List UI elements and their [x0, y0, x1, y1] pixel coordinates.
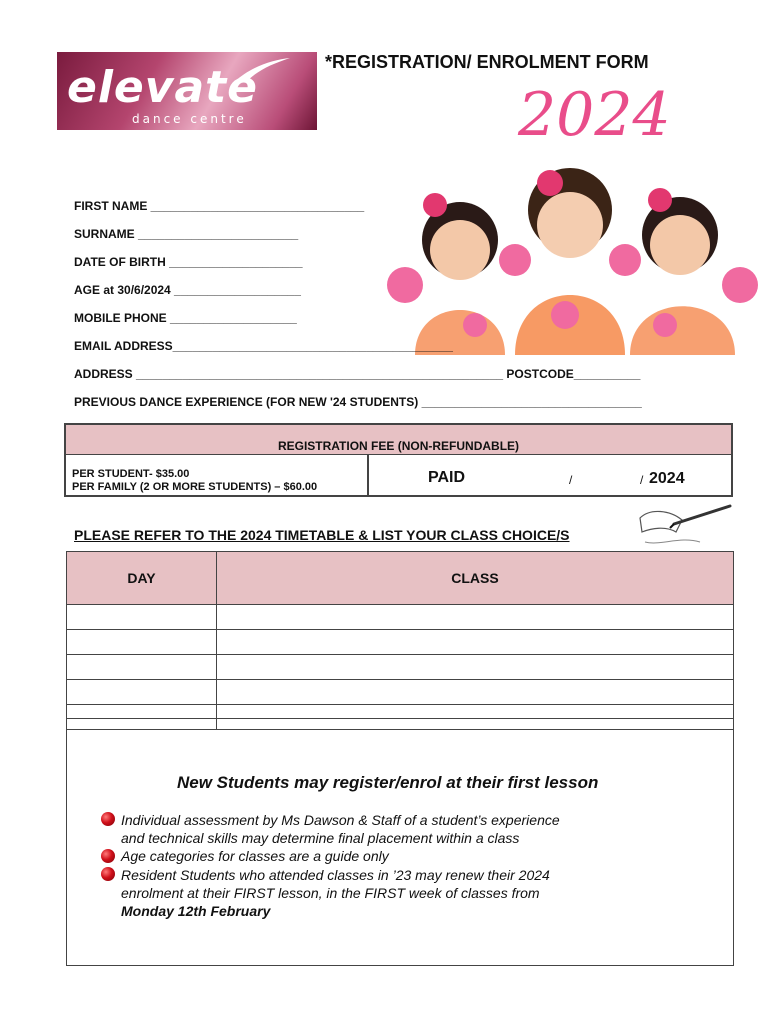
paid-year: 2024 — [649, 470, 685, 487]
class-cell[interactable] — [217, 655, 734, 680]
mobile-phone-field[interactable]: MOBILE PHONE ___________________ — [74, 311, 297, 325]
note-item — [121, 866, 550, 920]
day-cell[interactable] — [67, 680, 217, 705]
writing-hand-icon — [630, 498, 735, 550]
notes-box — [66, 718, 734, 966]
first-name-field[interactable]: FIRST NAME ________________________________ — [74, 199, 365, 213]
address-postcode-field[interactable]: ADDRESS _______________________________________________________ POSTCODE__________ — [74, 367, 641, 381]
date-separator: / — [640, 473, 644, 487]
note-item — [121, 847, 389, 865]
class-cell[interactable] — [217, 630, 734, 655]
date-separator: / — [569, 473, 573, 487]
fee-amounts — [66, 455, 369, 495]
note-line: Individual assessment by Ms Dawson & Staff of a student’s experience — [121, 812, 560, 828]
logo-subtitle: dance centre — [132, 112, 247, 126]
form-title: *REGISTRATION/ ENROLMENT FORM — [325, 52, 649, 72]
bullet-icon — [101, 812, 115, 826]
class-choice-table — [66, 551, 734, 730]
note-line: enrolment at their FIRST lesson, in the FIRST week of classes from — [121, 885, 540, 901]
day-cell[interactable] — [67, 655, 217, 680]
table-row — [67, 630, 734, 655]
fee-heading: REGISTRATION FEE (NON-REFUNDABLE) — [66, 425, 731, 455]
fee-per-family: PER FAMILY (2 OR MORE STUDENTS) – $60.00 — [72, 481, 318, 493]
table-row — [67, 605, 734, 630]
note-line: and technical skills may determine final placement within a class — [121, 830, 520, 846]
bullet-icon — [101, 867, 115, 881]
class-cell[interactable] — [217, 605, 734, 630]
fee-per-student: PER STUDENT- $35.00 — [72, 468, 190, 480]
bullet-icon — [101, 849, 115, 863]
form-year: 2024 — [518, 80, 671, 150]
dancers-photo — [375, 165, 760, 355]
note-line-date: Monday 12th February — [121, 903, 271, 919]
paid-label: PAID — [428, 469, 466, 486]
note-item — [121, 811, 560, 847]
notes-title: New Students may register/enrol at their first lesson — [177, 773, 599, 792]
surname-field[interactable]: SURNAME ________________________ — [74, 227, 299, 241]
day-cell[interactable] — [67, 605, 217, 630]
logo-word: elevate — [67, 62, 259, 113]
note-line: Resident Students who attended classes in ’23 may renew their 2024 — [121, 867, 550, 883]
date-of-birth-field[interactable]: DATE OF BIRTH ____________________ — [74, 255, 303, 269]
note-line: Age categories for classes are a guide only — [121, 848, 389, 864]
table-row — [67, 655, 734, 680]
age-field[interactable]: AGE at 30/6/2024 ___________________ — [74, 283, 301, 297]
registration-fee-box — [64, 423, 733, 497]
class-column-header: CLASS — [217, 552, 734, 605]
day-column-header: DAY — [67, 552, 217, 605]
email-field[interactable]: EMAIL ADDRESS__________________________________________ — [74, 339, 453, 353]
table-row — [67, 680, 734, 705]
class-choice-instruction: PLEASE REFER TO THE 2024 TIMETABLE & LIST YOUR CLASS CHOICE/S — [74, 527, 570, 543]
class-cell[interactable] — [217, 680, 734, 705]
day-cell[interactable] — [67, 630, 217, 655]
previous-experience-field[interactable]: PREVIOUS DANCE EXPERIENCE (FOR NEW '24 STUDENTS) _________________________________ — [74, 395, 642, 409]
elevate-logo — [57, 52, 317, 130]
